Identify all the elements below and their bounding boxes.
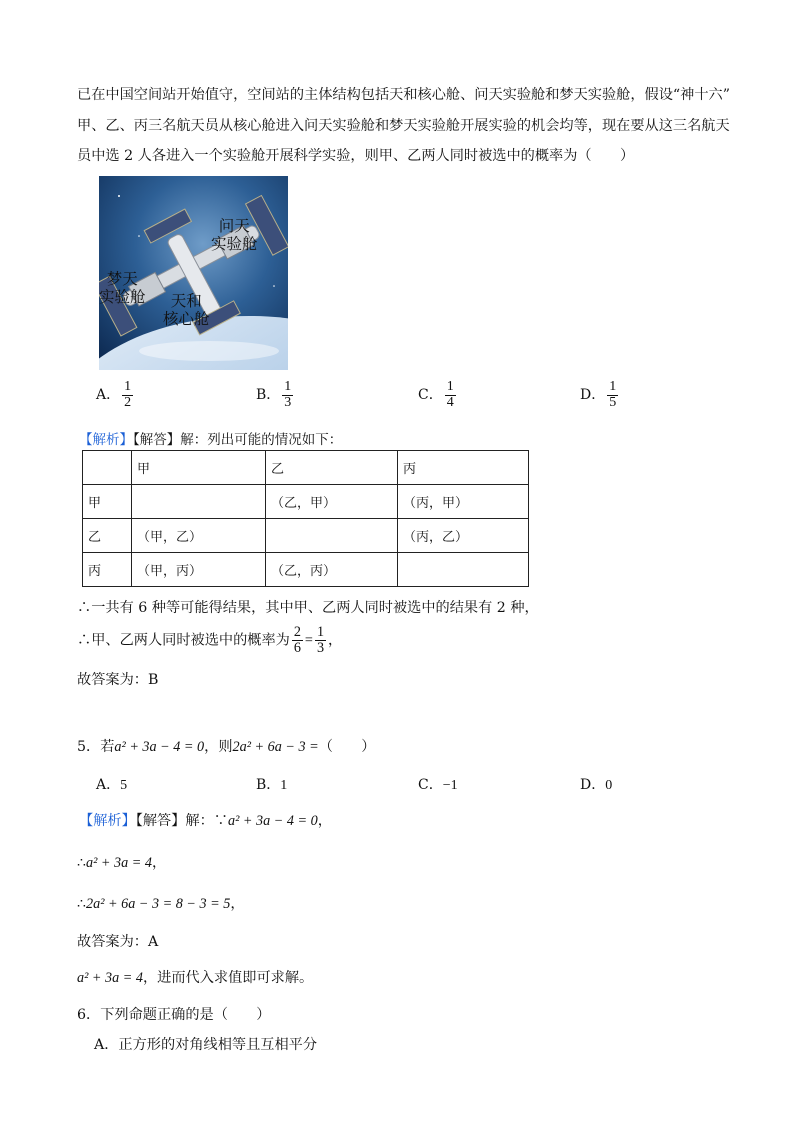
q4-answer-tag: 【解答】 — [133, 432, 181, 448]
table-row — [83, 553, 529, 587]
q4-option-d[interactable] — [580, 380, 620, 410]
q5-analysis-step-1 — [79, 810, 332, 830]
q4-conclusion-equals: = — [304, 632, 313, 649]
q4-analysis-intro — [79, 428, 342, 448]
q4-option-d-fraction — [607, 380, 618, 410]
table-cell: 丙 — [83, 553, 132, 587]
q5-step-2-prefix: ∴ — [77, 855, 87, 871]
mengtian-label — [99, 271, 146, 307]
q4-option-a-num: 1 — [124, 379, 132, 394]
q5-stem-mid: ，则 — [204, 739, 233, 755]
q4-option-c-den: 4 — [446, 394, 454, 410]
tianhe-label-line2: 核心舱 — [163, 309, 210, 328]
table-cell: （乙，丙） — [266, 553, 398, 587]
space-station-image — [99, 176, 288, 370]
q5-option-a-value: 5 — [120, 778, 128, 793]
table-cell: （丙，甲） — [398, 485, 529, 519]
q4-option-c-num: 1 — [446, 379, 454, 394]
q4-analysis-text: 解：列出可能的情况如下： — [180, 432, 343, 448]
q6-option-a[interactable]: A．正方形的对角线相等且互相平分 — [94, 1037, 318, 1053]
q5-option-c[interactable] — [418, 774, 458, 794]
q5-step-2-suffix: ， — [152, 855, 167, 871]
q4-conclusion-frac-2-num: 1 — [316, 624, 325, 640]
q4-option-b-fraction — [282, 380, 293, 410]
q4-conclusion-frac-1 — [292, 625, 303, 656]
table-cell: 乙 — [83, 519, 132, 553]
q4-conclusion-1: ∴一共有 6 种等可能得结果，其中甲、乙两人同时被选中的结果有 2 种， — [77, 600, 539, 616]
q4-option-b[interactable] — [256, 380, 295, 410]
q4-option-c[interactable] — [418, 380, 458, 410]
mengtian-label-line2: 实验舱 — [99, 287, 146, 306]
q5-option-c-value: −1 — [442, 778, 458, 793]
q5-stem-post: （ ） — [318, 739, 376, 755]
q4-final-answer: 故答案为：B — [77, 672, 159, 688]
q4-option-a-fraction — [122, 380, 133, 410]
tianhe-label-line1: 天和 — [170, 292, 202, 310]
q4-option-b-num: 1 — [284, 379, 292, 394]
table-cell: （甲，丙） — [132, 553, 266, 587]
q5-stem — [77, 736, 376, 756]
q5-option-b[interactable] — [256, 774, 287, 794]
q4-option-b-letter: B． — [256, 387, 281, 404]
q5-option-d-letter: D． — [580, 777, 606, 793]
table-row — [83, 519, 529, 553]
q5-step-1-prefix: 解：∵ — [185, 813, 228, 829]
table-row — [83, 485, 529, 519]
q4-stem-line-3: 员中选 2 人各进入一个实验舱开展科学实验，则甲、乙两人同时被选中的概率为（ ） — [77, 148, 635, 164]
q5-option-c-letter: C． — [418, 777, 443, 793]
wentian-label-line2: 实验舱 — [211, 234, 258, 253]
table-cell: 甲 — [83, 485, 132, 519]
q5-step-3-expr: 2a² + 6a − 3 = 8 − 3 = 5 — [86, 896, 231, 912]
q4-option-a-letter: A． — [96, 387, 121, 404]
q5-analysis-step-2 — [77, 852, 166, 872]
q5-note-expr: a² + 3a = 4 — [77, 970, 143, 986]
q5-step-3-suffix: ， — [230, 896, 245, 912]
q5-option-a[interactable] — [96, 774, 127, 794]
table-cell: （甲，乙） — [132, 519, 266, 553]
q4-conclusion-frac-2-den: 3 — [316, 639, 325, 656]
table-cell — [398, 553, 529, 587]
q4-conclusion-frac-1-num: 2 — [293, 624, 301, 640]
q4-stem-line-1: 已在中国空间站开始值守，空间站的主体结构包括天和核心舱、问天实验舱和梦天实验舱，假设“神十六” — [77, 87, 730, 103]
q5-analysis-tag: 【解析】 — [79, 813, 136, 829]
table-cell: 丙 — [398, 451, 529, 485]
table-row — [83, 451, 529, 485]
table-cell: 乙 — [266, 451, 398, 485]
q5-step-3-prefix: ∴ — [77, 896, 87, 912]
q4-option-d-den: 5 — [609, 394, 617, 410]
q5-step-1-suffix: ， — [317, 813, 332, 829]
q5-option-b-letter: B． — [256, 777, 281, 793]
q5-analysis-step-3 — [77, 893, 245, 913]
q5-option-d-value: 0 — [605, 778, 613, 793]
q5-stem-pre: 若 — [100, 739, 115, 755]
q4-outcome-table — [82, 450, 529, 587]
table-cell: （丙，乙） — [398, 519, 529, 553]
q4-conclusion-2 — [77, 625, 342, 656]
table-cell: 甲 — [132, 451, 266, 485]
q4-option-c-letter: C． — [418, 387, 443, 404]
mengtian-label-line1: 梦天 — [106, 270, 138, 288]
q5-option-d[interactable] — [580, 774, 612, 794]
wentian-label-line1: 问天 — [218, 217, 250, 235]
q5-stem-expr-2: 2a² + 6a − 3 = — [232, 739, 319, 755]
table-cell — [132, 485, 266, 519]
wentian-label — [211, 218, 258, 254]
q4-option-a[interactable] — [96, 380, 135, 410]
tianhe-label — [163, 293, 210, 329]
q5-step-1-expr: a² + 3a − 4 = 0 — [228, 813, 318, 829]
q5-number: 5． — [77, 739, 101, 755]
q5-stem-expr-1: a² + 3a − 4 = 0 — [114, 739, 205, 755]
q4-analysis-tag: 【解析】 — [79, 432, 133, 448]
q5-answer-tag: 【解答】 — [135, 813, 186, 829]
table-cell: （乙，甲） — [266, 485, 398, 519]
q4-option-b-den: 3 — [284, 394, 292, 410]
q5-option-b-value: 1 — [280, 778, 288, 793]
q4-option-d-num: 1 — [609, 379, 617, 394]
q4-conclusion-2-suffix: ， — [328, 632, 343, 649]
q6-stem: 6．下列命题正确的是（ ） — [77, 1007, 271, 1023]
q5-step-2-expr: a² + 3a = 4 — [86, 855, 152, 871]
q4-conclusion-2-prefix: ∴甲、乙两人同时被选中的概率为 — [77, 632, 290, 649]
q4-stem-line-2: 甲、乙、丙三名航天员从核心舱进入问天实验舱和梦天实验舱开展实验的机会均等，现在要从这三名航天 — [77, 118, 730, 134]
q4-conclusion-frac-1-den: 6 — [293, 639, 301, 656]
q4-option-c-fraction — [445, 380, 456, 410]
q5-note — [77, 967, 313, 987]
q5-final-answer: 故答案为：A — [77, 934, 159, 950]
q5-option-a-letter: A． — [96, 777, 121, 793]
q5-note-text: ，进而代入求值即可求解。 — [142, 970, 314, 986]
table-cell — [83, 451, 132, 485]
q4-option-d-letter: D． — [580, 387, 606, 404]
q4-conclusion-frac-2 — [315, 625, 326, 656]
q4-option-a-den: 2 — [124, 394, 132, 410]
table-cell — [266, 519, 398, 553]
